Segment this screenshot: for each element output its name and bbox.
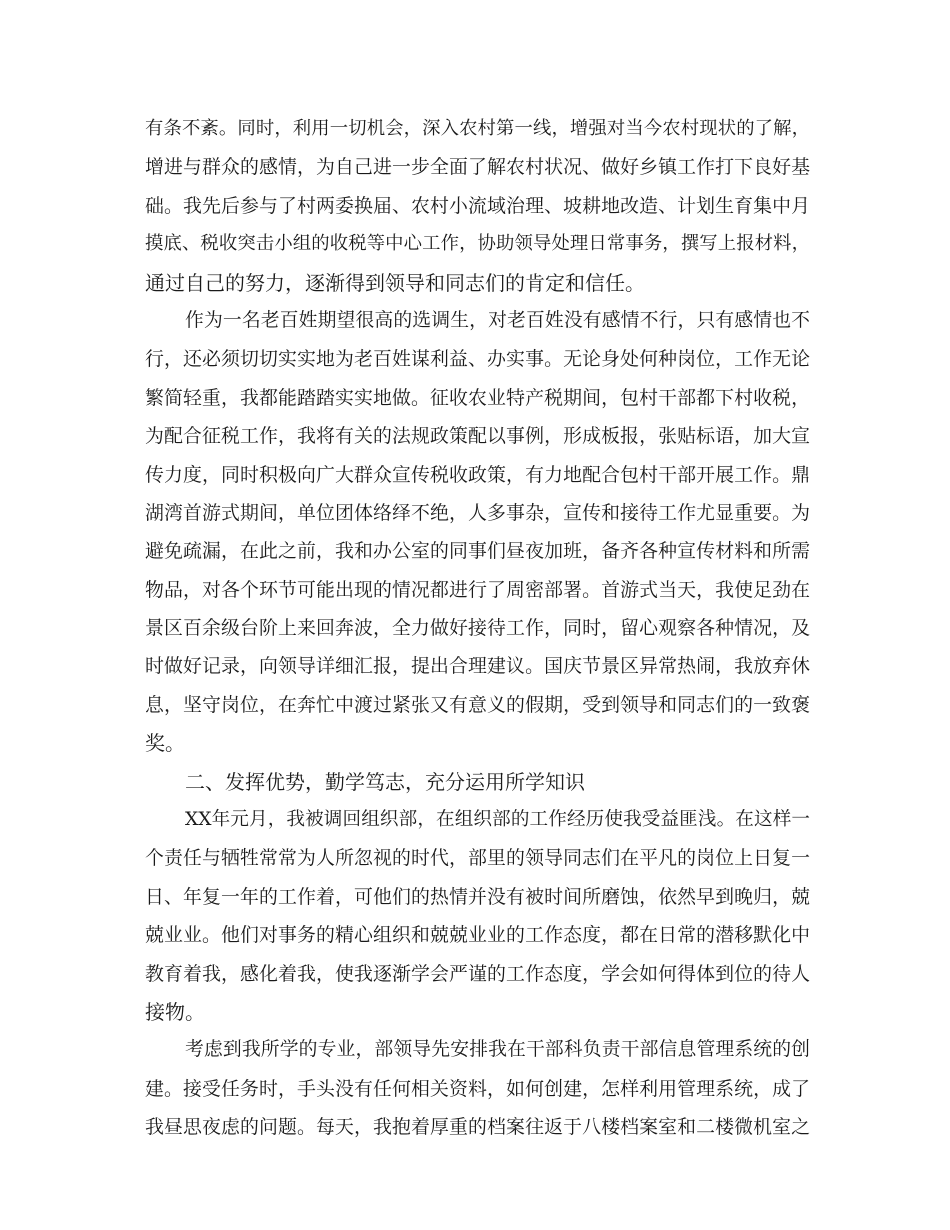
text-line: 教育着我，感化着我，使我逐渐学会严谨的工作态度，学会如何得体到位的待人 bbox=[145, 962, 810, 985]
text-line: 二、发挥优势，勤学笃志，充分运用所学知识 bbox=[185, 769, 585, 794]
text-line: 摸底、税收突击小组的收税等中心工作，协助领导处理日常事务，撰写上报材料， bbox=[145, 233, 810, 255]
text-line: 物品，对各个环节可能出现的情况都进行了周密部署。首游式当天，我使足劲在 bbox=[145, 578, 810, 601]
text-line: 增进与群众的感情，为自己进一步全面了解农村状况、做好乡镇工作打下良好基 bbox=[145, 156, 810, 179]
text-line: 湖湾首游式期间，单位团体络绎不绝，人多事杂，宣传和接待工作尤显重要。为 bbox=[145, 501, 810, 524]
text-line: 考虑到我所学的专业，部领导先安排我在干部科负责干部信息管理系统的创 bbox=[185, 1039, 810, 1061]
text-line: 日、年复一年的工作着，可他们的热情并没有被时间所磨蚀，依然早到晚归，兢 bbox=[145, 885, 810, 908]
text-line: 通过自己的努力，逐渐得到领导和同志们的肯定和信任。 bbox=[145, 270, 645, 295]
text-line: 传力度，同时积极向广大群众宣传税收政策，有力地配合包村干部开展工作。鼎 bbox=[145, 463, 810, 486]
text-line: 础。我先后参与了村两委换届、农村小流域治理、坡耕地改造、计划生育集中月 bbox=[145, 194, 810, 217]
text-line: 有条不紊。同时，利用一切机会，深入农村第一线，增强对当今农村现状的了解， bbox=[145, 118, 810, 139]
text-line: 奖。 bbox=[145, 731, 185, 756]
body-text bbox=[145, 110, 810, 1147]
text-line: XX年元月，我被调回组织部，在组织部的工作经历使我受益匪浅。在这样一 bbox=[185, 809, 810, 831]
text-line: 息，坚守岗位，在奔忙中渡过紧张又有意义的假期，受到领导和同志们的一致褒 bbox=[145, 693, 810, 716]
text-line: 为配合征税工作，我将有关的法规政策配以事例，形成板报，张贴标语，加大宣 bbox=[145, 425, 810, 448]
text-line: 时做好记录，向领导详细汇报，提出合理建议。国庆节景区异常热闹，我放弃休 bbox=[145, 655, 810, 678]
text-line: 作为一名老百姓期望很高的选调生，对老百姓没有感情不行，只有感情也不 bbox=[185, 309, 810, 331]
text-line: 景区百余级台阶上来回奔波，全力做好接待工作，同时，留心观察各种情况，及 bbox=[145, 617, 810, 640]
text-line: 我昼思夜虑的问题。每天，我抱着厚重的档案往返于八楼档案室和二楼微机室之 bbox=[145, 1116, 810, 1139]
text-line: 建。接受任务时，手头没有任何相关资料，如何创建，怎样利用管理系统，成了 bbox=[145, 1077, 810, 1100]
text-line: 繁简轻重，我都能踏踏实实地做。征收农业特产税期间，包村干部都下村收税， bbox=[145, 386, 810, 409]
text-line: 接物。 bbox=[145, 999, 205, 1024]
text-line: 个责任与牺牲常常为人所忽视的时代，部里的领导同志们在平凡的岗位上日复一 bbox=[145, 847, 810, 870]
text-line: 避免疏漏，在此之前，我和办公室的同事们昼夜加班，备齐各种宣传材料和所需 bbox=[145, 540, 810, 563]
text-line: 行，还必须切切实实地为老百姓谋利益、办实事。无论身处何种岗位，工作无论 bbox=[145, 348, 810, 371]
text-line: 兢业业。他们对事务的精心组织和兢兢业业的工作态度，都在日常的潜移默化中 bbox=[145, 924, 810, 947]
